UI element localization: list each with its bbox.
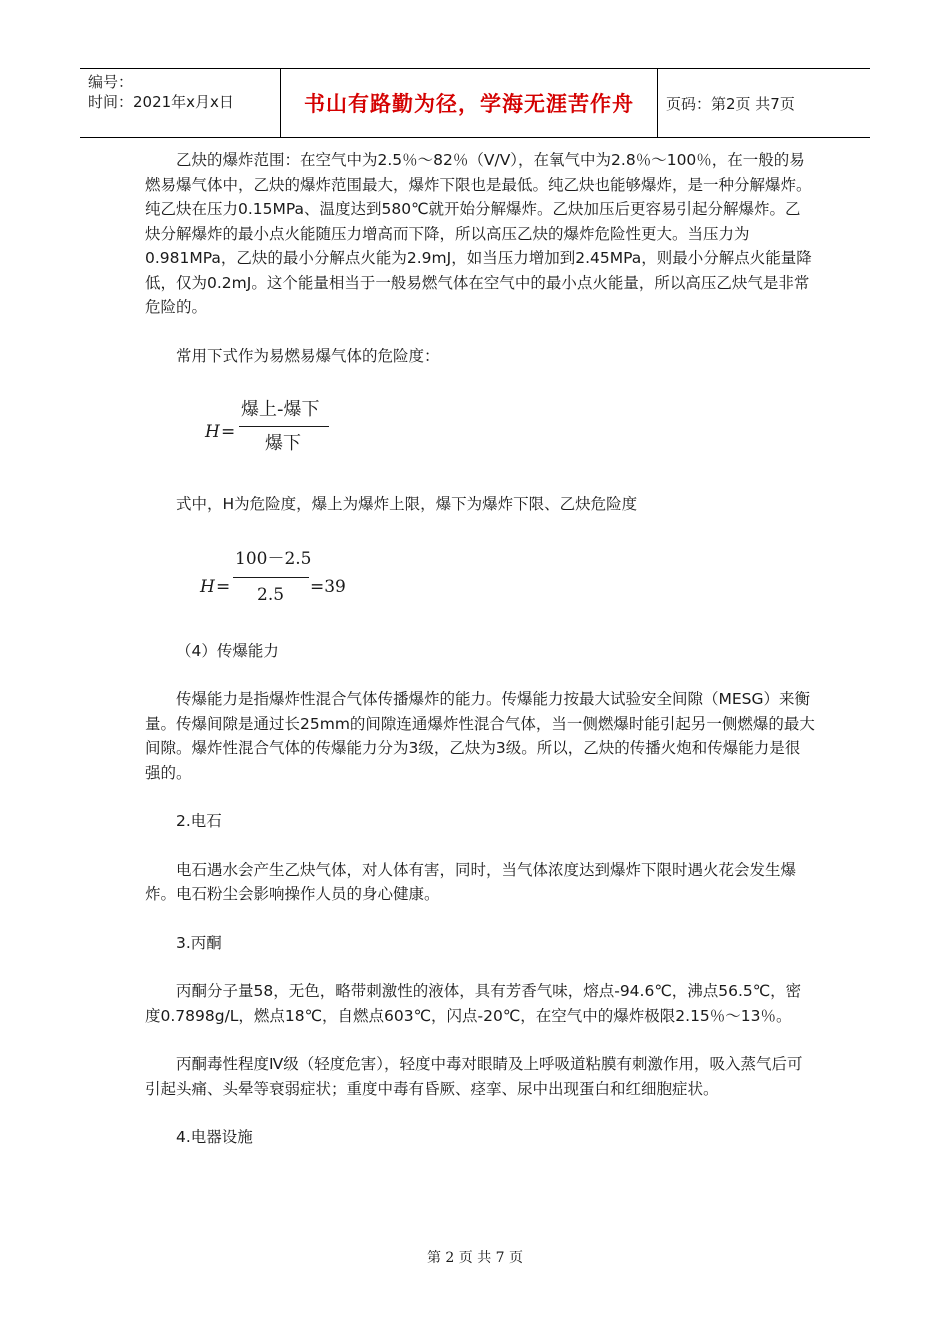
formula2-numerator: 100－2.5 [235,548,312,569]
page-footer: 第 2 页 共 7 页 [426,1250,524,1266]
heading-propagation: （4）传爆能力 [176,641,279,660]
acetylene-hazard-formula [145,541,815,611]
formula2-result: =39 [310,576,346,597]
formula-eq: = [221,422,236,442]
formula2-eq: = [216,576,231,597]
paragraph-calcium-carbide: 电石遇水会产生乙炔气体，对人体有害，同时，当气体浓度达到爆炸下限时遇火花会发生爆炸。电石粉尘会影响操作人员的身心健康。 [145,860,797,903]
page-header [80,68,870,138]
motto-text: 书山有路勤为径，学海无涯苦作舟 [304,92,634,116]
hazard-formula [145,392,815,472]
document-body [145,148,815,1174]
heading-calcium-carbide: 2.电石 [176,812,222,830]
formula-denominator: 爆下 [265,433,301,454]
formula2-denominator: 2.5 [257,584,285,605]
heading-electrical: 4.电器设施 [176,1128,253,1146]
header-right [658,69,870,137]
paragraph-acetone-properties: 丙酮分子量58，无色，略带刺激性的液体，具有芳香气味，熔点-94.6℃，沸点56.5℃，密度0.7898g/L，燃点18℃，自燃点603℃，闪点-20℃，在空气中的爆炸极限2.15％～13％。 [145,982,802,1025]
formula-numerator: 爆上-爆下 [241,399,320,420]
header-left [80,69,280,137]
fraction2-bar [233,577,309,578]
heading-acetone: 3.丙酮 [176,933,222,952]
date-label: 时间：2021年x月x日 [88,93,234,111]
paragraph-hazard-intro: 常用下式作为易燃易爆气体的危险度： [176,346,440,365]
paragraph-explosion-range: 乙炔的爆炸范围：在空气中为2.5％～82％（V/V），在氧气中为2.8％～100％，在一般的易燃易爆气体中，乙炔的爆炸范围最大，爆炸下限也是最低。纯乙炔也能够爆炸，是一种分解爆炸。纯乙炔在压力0.15MPa、温度达到580℃就开始分解爆炸。乙炔加压后更容易引起分解爆炸。乙炔分解爆炸的最小点火能随压力增高而下降，所以高压乙炔的爆炸危险性更大。当压力为0.981MPa，乙炔的最小分解点火能为2.9mJ，如当压力增加到2.45MPa，则最小分解点火能量降低，仅为0.2mJ。这个能量相当于一般易燃气体在空气中的最小点火能量，所以高压乙炔气是非常危险的。 [145,151,812,316]
paragraph-formula-explain: 式中，H为危险度，爆上为爆炸上限，爆下为爆炸下限、乙炔危险度 [176,495,638,513]
header-motto [280,69,658,137]
paragraph-acetone-toxicity: 丙酮毒性程度Ⅳ级（轻度危害），轻度中毒对眼睛及上呼吸道粘膜有刺激作用，吸入蒸气后可引起头痛、头晕等衰弱症状；重度中毒有昏厥、痉挛、尿中出现蛋白和红细胞症状。 [145,1055,803,1098]
number-label: 编号： [88,73,134,91]
paragraph-propagation: 传爆能力是指爆炸性混合气体传播爆炸的能力。传爆能力按最大试验安全间隙（MESG）来衡量。传爆间隙是通过长25mm的间隙连通爆炸性混合气体，当一侧燃爆时能引起另一侧燃爆的最大间隙。爆炸性混合气体的传爆能力分为3级，乙炔为3级。所以，乙炔的传播火炮和传爆能力是很强的。 [145,690,815,782]
formula-var: H [205,422,220,442]
formula2-var: H [200,576,215,597]
fraction-bar [239,426,329,427]
page-label: 页码：第2页 共7页 [666,94,795,113]
